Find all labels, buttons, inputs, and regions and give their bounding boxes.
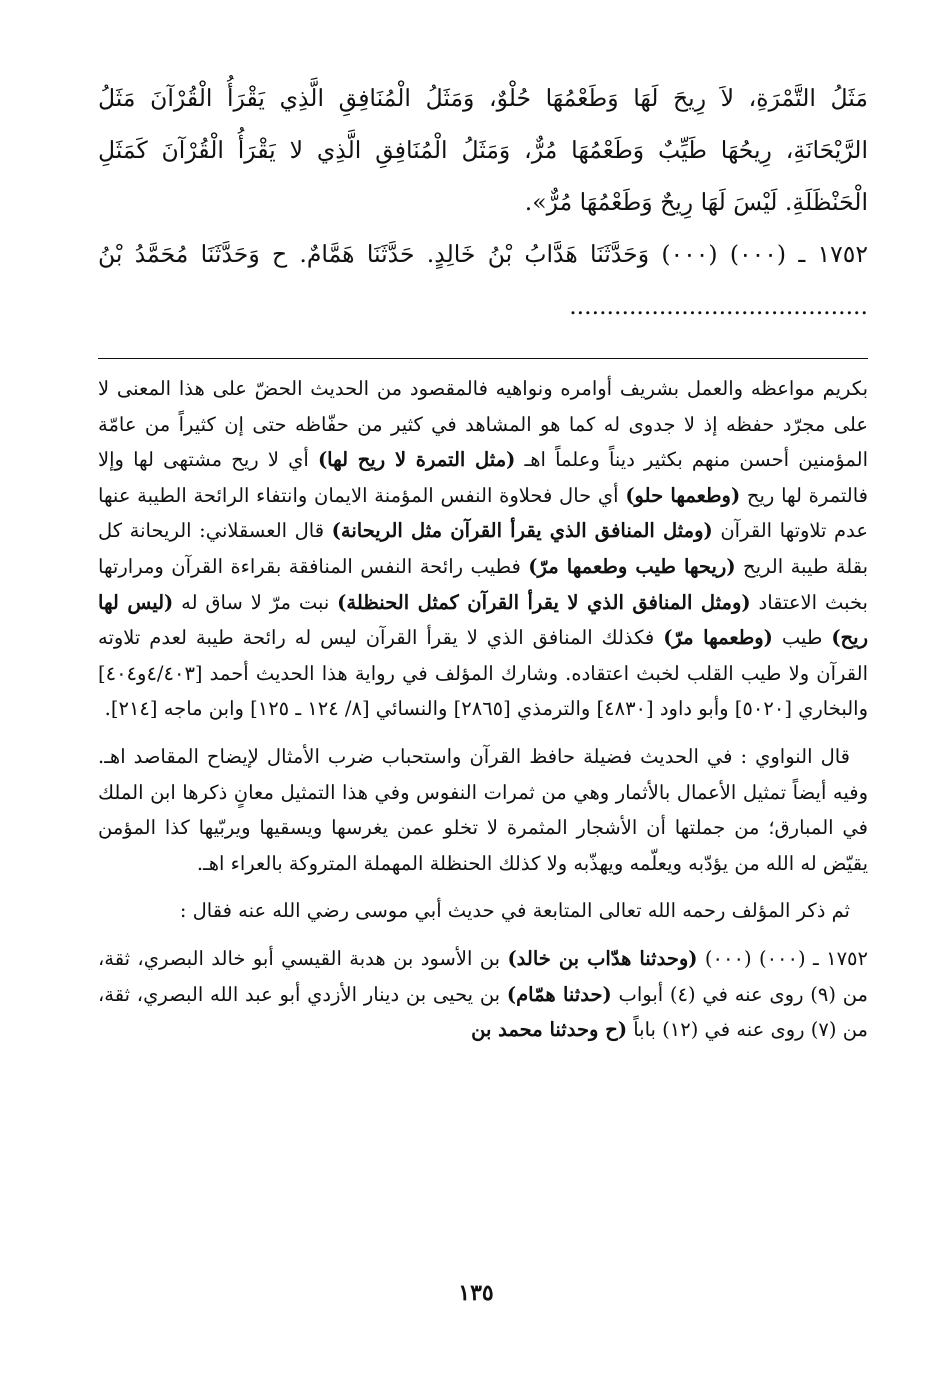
quoted-phrase: (مثل التمرة لا ريح لها) <box>317 448 516 472</box>
commentary-text: فطيب رائحة النفس المنافقة بقراءة القرآن ومرارتها بخبث الاعتقاد <box>98 554 868 614</box>
quoted-phrase: (وطعمها مرّ) <box>663 626 773 650</box>
footnote-divider <box>98 358 868 359</box>
commentary-paragraph: ثم ذكر المؤلف رحمه الله تعالى المتابعة في حديث أبي موسى رضي الله عنه فقال : <box>179 899 850 923</box>
commentary-text: فكذلك المنافق الذي لا يقرأ القرآن ليس له رائحة طيبة لعدم تلاوته القرآن ولا طيب القلب لخبث اعتقاده. وشارك المؤلف في رواية هذا الحديث أحمد [٤/٤٠٣و٤٠٤] والبخاري [٥٠٢٠] وأبو داود [٤٨٣٠] والترمذي [٢٨٦٥] والنسائي [٨/ ١٢٤ ـ ١٢٥] وابن ماجه [٢١٤]. <box>98 626 868 721</box>
quoted-phrase: (ومثل المنافق الذي يقرأ القرآن مثل الريحانة) <box>331 519 713 543</box>
commentary-paragraph <box>98 371 868 727</box>
hadith-text <box>98 72 868 332</box>
quoted-phrase: (ومثل المنافق الذي لا يقرأ القرآن كمثل الحنظلة) <box>337 590 751 614</box>
commentary-text: ١٧٥٢ ـ (٠٠٠) (٠٠٠) <box>697 946 868 970</box>
page-number: ١٣٥ <box>458 1280 494 1306</box>
commentary-text: قال العسقلاني: الريحانة كل بقلة طيبة الريح <box>98 519 869 578</box>
quoted-phrase: (ريحها طيب وطعمها مرّ) <box>528 554 736 578</box>
quoted-phrase: (ليس لها ريح) <box>98 590 868 650</box>
hadith-chain-paragraph <box>98 228 868 332</box>
commentary-text: بن يحيى بن دينار الأزدي أبو عبد الله البصري، ثقة، من (٧) روى عنه في (١٢) باباً <box>98 982 868 1042</box>
hadith-chain-text: ١٧٥٢ ـ (٠٠٠) (٠٠٠) وَحَدَّثَنَا هَدَّابُ بْنُ خَالِدٍ. حَدَّثَنَا هَمَّامٌ. ح وَحَدَّثَنَا مُحَمَّدُ بْنُ <box>98 240 868 268</box>
commentary-text: طيب <box>772 626 832 650</box>
commentary-text: أي حال فحلاوة النفس المؤمنة الايمان وانتفاء الرائحة الطيبة عنها عدم تلاوتها القرآن <box>98 483 868 543</box>
commentary-text: بن الأسود بن هدبة القيسي أبو خالد البصري، ثقة، من (٩) روى عنه في (٤) أبواب <box>98 946 868 1006</box>
commentary-text: أي لا ريح مشتهى لها وإلا فالتمرة لها ريح <box>98 448 868 507</box>
quoted-phrase: (ح وحدثنا محمد بن <box>471 1018 628 1042</box>
ellipsis-dots: ........................................ <box>569 292 868 320</box>
commentary-text: بكريم مواعظه والعمل بشريف أوامره ونواهيه فالمقصود من الحديث الحضّ على هذا المعنى لا على مجرّد حفظه إذ لا جدوى له كما هو المشاهد في كثير من حفّاظه حتى إن كثيراً من عامّة المؤمنين أحسن منهم بكثير ديناً وعلماً اهـ <box>98 377 868 472</box>
commentary-paragraph: قال النواوي : في الحديث فضيلة حافظ القرآن واستحباب ضرب الأمثال لإيضاح المقاصد اهـ. وفيه أيضاً تمثيل الأعمال بالأثمار وهي من ثمرات النفوس وفي هذا التمثيل معانٍ ذكرها ابن الملك في المبارق؛ من جملتها أن الأشجار المثمرة لا تخلو عمن يغرسها ويسقيها ويربّيها كذا المؤمن يقيّض له الله من يؤدّبه ويعلّمه ويهذّبه ولا كذلك الحنظلة المهملة المتروكة بالعراء اهـ. <box>98 744 868 875</box>
quoted-phrase: (وحدثنا هدّاب بن خالد) <box>507 946 698 970</box>
commentary <box>98 371 868 1048</box>
quoted-phrase: (وطعمها حلو) <box>625 483 741 507</box>
page-body <box>98 72 868 1048</box>
quoted-phrase: (حدثنا همّام) <box>506 982 612 1006</box>
commentary-paragraph <box>98 941 868 1048</box>
hadith-paragraph: مَثَلُ التَّمْرَةِ، لاَ رِيحَ لَهَا وَطَعْمُهَا حُلْوٌ، وَمَثَلُ الْمُنَافِقِ الَّذِي يَقْرَأُ الْقُرْآنَ مَثَلُ الرَّيْحَانَةِ، رِيحُهَا طَيِّبٌ وَطَعْمُهَا مُرٌّ، وَمَثَلُ الْمُنَافِقِ الَّذِي لا يَقْرَأُ الْقُرْآنَ كَمَثَلِ الْحَنْظَلَةِ. لَيْسَ لَهَا رِيحٌ وَطَعْمُهَا مُرٌّ». <box>98 84 868 216</box>
commentary-text: نبت مرّ لا ساق له <box>173 590 338 614</box>
